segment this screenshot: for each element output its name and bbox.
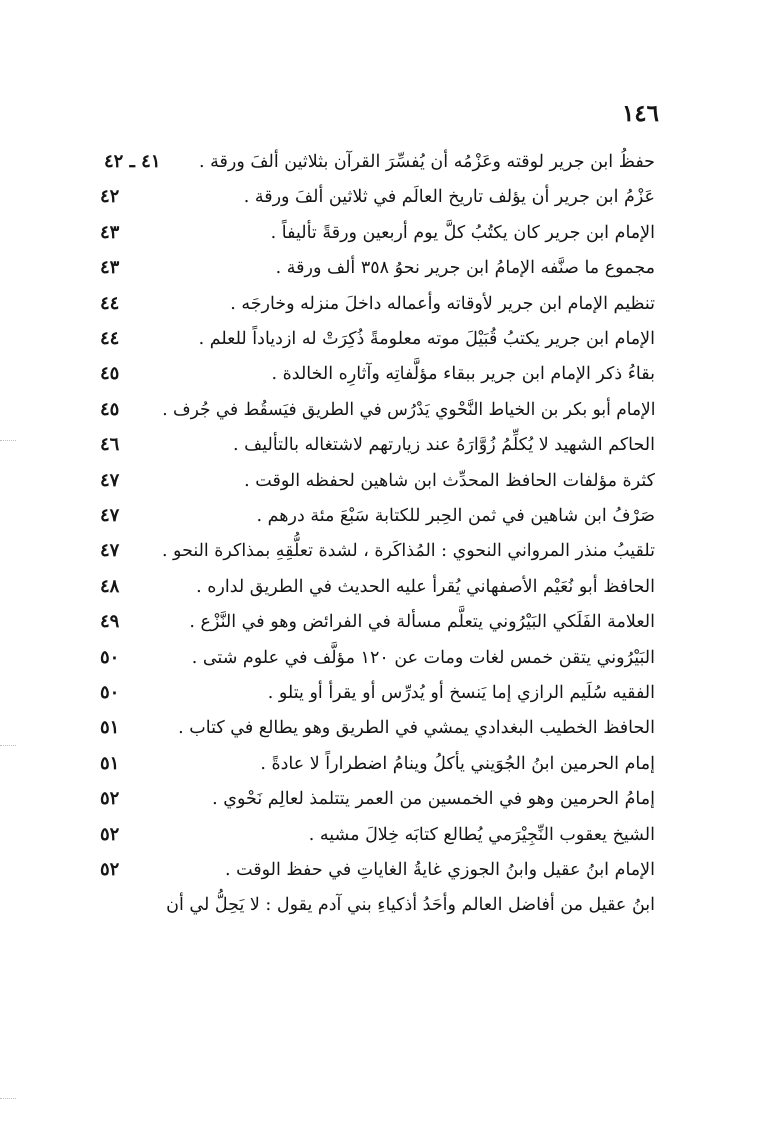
entry-page-number: ٥١ (100, 752, 120, 774)
entry-text: الحافظ أبو نُعَيْم الأصفهاني يُقرأ عليه الحديث في الطريق لداره . (196, 576, 655, 597)
toc-entry (100, 853, 655, 887)
entry-page-number: ٤٥ (100, 398, 120, 420)
entry-page-number: ٤٥ (100, 363, 120, 385)
entry-text: الحاكم الشهيد لا يُكلِّمُ زُوَّارَهُ عند زيارتهم لاشتغاله بالتأليف . (233, 435, 655, 456)
entry-page-number: ٥٢ (100, 823, 120, 845)
entry-page-number: ٥٢ (100, 788, 120, 810)
entry-text: الإمام ابنُ عقيل وابنُ الجوزي غايةُ الغاياتِ في حفظ الوقت . (224, 860, 655, 880)
entry-page-number: ٤٧ (100, 505, 120, 526)
toc-entry (100, 393, 655, 427)
toc-entry (100, 216, 655, 250)
toc-entry (100, 145, 655, 179)
entry-page-number: ٤٦ (100, 434, 120, 456)
entry-text: عَزْمُ ابن جرير أن يؤلف تاريخ العالَم في ثلاثين ألفَ ورقة . (243, 187, 655, 208)
toc-entry (100, 251, 655, 285)
entry-text: تلقيبُ منذر المرواني النحوي : المُذاكَرة ، لشدة تعلُّقِهِ بمذاكرة النحو . (161, 541, 655, 562)
toc-entry (100, 464, 655, 498)
toc-entry (100, 605, 655, 639)
entry-page-number: ٤٧ (100, 469, 120, 491)
entry-page-number: ٤٨ (100, 575, 120, 597)
entry-text: البَيْرُوني يتقن خمس لغات ومات عن ١٢٠ مؤلَّف في علوم شتى . (191, 647, 655, 668)
toc-entry (100, 357, 655, 391)
entry-page-number: ٥٠ (100, 646, 120, 668)
toc-entry (100, 747, 655, 781)
entry-text: بقاءُ ذكر الإمام ابن جرير ببقاء مؤلَّفاتِه وآثارِه الخالدة . (271, 364, 655, 385)
entry-page-number: ٥٢ (100, 859, 120, 880)
toc-entry (100, 641, 655, 675)
margin-dots (0, 1098, 16, 1099)
entry-text: العلامة الفَلَكي البَيْرُوني يتعلَّم مسألة في الفرائض وهو في النَّزْع . (189, 612, 655, 633)
entry-page-number: ٤١ ـ ٤٢ (104, 151, 161, 172)
toc-entry (100, 888, 655, 922)
entry-text: كثرة مؤلفات الحافظ المحدِّث ابن شاهين لحفظه الوقت . (244, 470, 655, 491)
margin-dots (0, 440, 16, 441)
entry-page-number: ٤٢ (100, 186, 120, 208)
entry-page-number: ٤٤ (100, 328, 120, 349)
toc-entry (100, 782, 655, 816)
toc-entry (100, 711, 655, 745)
entry-text: الحافظ الخطيب البغدادي يمشي في الطريق وهو يطالع في كتاب . (178, 718, 655, 739)
page-number: ١٤٦ (621, 100, 659, 127)
entry-text: صَرْفُ ابن شاهين في ثمن الحِبر للكتابة سَبْعَ مئة درهم . (256, 506, 655, 526)
entry-page-number: ٥٠ (100, 682, 120, 703)
entry-page-number: ٤٣ (100, 221, 120, 243)
entry-text: ابنُ عقيل من أفاضل العالم وأحَدُ أذكياءِ بني آدم يقول : لا يَحِلُّ لي أن (166, 895, 655, 916)
toc-entry (100, 818, 655, 852)
entry-text: تنظيم الإمام ابن جرير لأوقاته وأعماله داخلَ منزله وخارجَه . (230, 293, 655, 314)
entry-page-number: ٥١ (100, 717, 120, 739)
toc-entry (100, 676, 655, 710)
margin-dots (0, 745, 16, 746)
entry-text: الإمام أبو بكر بن الخياط النَّحْوي يَدْرُس في الطريق فيَسقُط في جُرف . (161, 399, 655, 420)
entry-page-number: ٤٣ (100, 257, 120, 279)
entry-page-number: ٤٩ (100, 611, 120, 633)
entry-text: إمامُ الحرمين وهو في الخمسين من العمر يتتلمذ لعالِم نَحْوي . (212, 789, 655, 810)
toc-entry (100, 428, 655, 462)
entry-page-number: ٤٤ (100, 292, 120, 314)
entry-text: مجموع ما صنَّفه الإمامُ ابن جرير نحوُ ٣٥٨ ألف ورقة . (275, 258, 655, 279)
toc-entry (100, 570, 655, 604)
entry-text: إمام الحرمين ابنُ الجُوَيني يأكلُ وينامُ اضطراراً لا عادةً . (260, 753, 655, 774)
toc-entry (100, 534, 655, 568)
toc-entry (100, 287, 655, 321)
entry-text: الشيخ يعقوب النِّجِيْرَمي يُطالع كتابَه خِلالَ مشيه . (308, 824, 655, 845)
entry-text: حفظُ ابن جرير لوقته وعَزْمُه أن يُفسِّرَ القرآن بثلاثين ألفَ ورقة . (199, 152, 655, 172)
entry-text: الإمام ابن جرير يكتبُ قُبَيْلَ موته معلومةً ذُكِرَتْ له ازدياداً للعلم . (198, 329, 655, 349)
entry-text: الفقيه سُلَيم الرازي إما يَنسخ أو يُدرِّس أو يقرأ أو يتلو . (267, 683, 655, 703)
toc-entry (100, 322, 655, 356)
entry-page-number: ٤٧ (100, 540, 120, 562)
toc-entry (100, 180, 655, 214)
entry-text: الإمام ابن جرير كان يكتُبُ كلَّ يوم أربعين ورقةً تأليفاً . (270, 222, 655, 243)
toc-entry (100, 499, 655, 533)
